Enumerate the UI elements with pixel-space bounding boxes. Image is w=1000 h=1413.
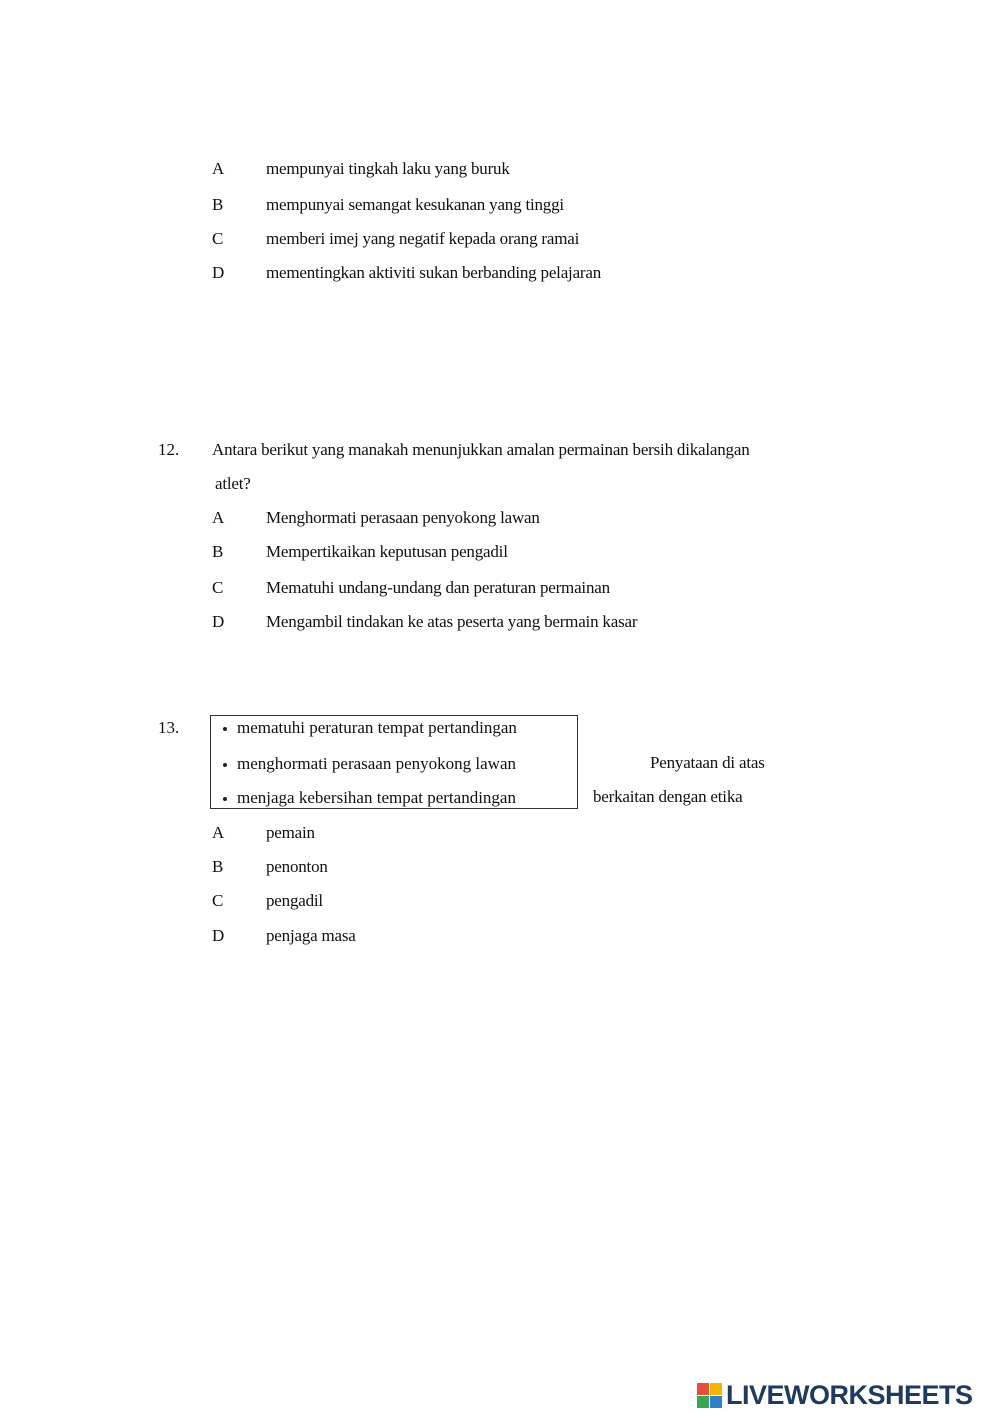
q13-option-b-letter: B <box>212 857 224 876</box>
q13-option-c-text: pengadil <box>266 891 323 910</box>
q11-option-a-letter: A <box>212 159 225 178</box>
q13-box-item <box>223 754 516 774</box>
q12-number: 12. <box>158 440 180 459</box>
q13-box-item <box>223 788 516 808</box>
q13-option-a-letter: A <box>212 823 225 842</box>
q11-option-c-text: memberi imej yang negatif kepada orang ramai <box>266 229 580 248</box>
q12-option-a-text: Menghormati perasaan penyokong lawan <box>266 508 540 527</box>
bullet-icon <box>223 797 227 801</box>
q13-box-item-text: menghormati perasaan penyokong lawan <box>237 754 516 773</box>
bullet-icon <box>223 763 227 767</box>
q13-stem-line1: Penyataan di atas <box>650 753 765 772</box>
liveworksheets-brand-text: LIVEWORKSHEETS <box>726 1379 973 1410</box>
q12-option-d-text: Mengambil tindakan ke atas peserta yang bermain kasar <box>266 612 638 631</box>
logo-tile <box>697 1383 709 1395</box>
q12-option-a-letter: A <box>212 508 225 527</box>
q13-option-b-text: penonton <box>266 857 328 876</box>
q12-option-d-letter: D <box>212 612 225 631</box>
q13-statement-box <box>210 715 578 809</box>
q13-box-item-text: mematuhi peraturan tempat pertandingan <box>237 718 517 737</box>
logo-tile <box>697 1396 709 1408</box>
q12-option-b-text: Mempertikaikan keputusan pengadil <box>266 542 508 561</box>
q12-question-line1: Antara berikut yang manakah menunjukkan amalan permainan bersih dikalangan <box>212 440 750 459</box>
q13-option-c-letter: C <box>212 891 224 910</box>
q11-option-b-letter: B <box>212 195 224 214</box>
q12-option-b-letter: B <box>212 542 224 561</box>
liveworksheets-logo-icon <box>697 1383 722 1408</box>
logo-tile <box>710 1383 722 1395</box>
q13-option-d-text: penjaga masa <box>266 926 356 945</box>
q13-option-a-text: pemain <box>266 823 315 842</box>
q13-number: 13. <box>158 718 180 737</box>
q11-option-c-letter: C <box>212 229 224 248</box>
q12-question-line2: atlet? <box>215 474 251 493</box>
q11-option-d-text: mementingkan aktiviti sukan berbanding pelajaran <box>266 263 602 282</box>
q13-box-item <box>223 718 517 738</box>
q13-stem-line2: berkaitan dengan etika <box>593 787 743 806</box>
logo-tile <box>710 1396 722 1408</box>
q11-option-d-letter: D <box>212 263 225 282</box>
bullet-icon <box>223 727 227 731</box>
q12-option-c-text: Mematuhi undang-undang dan peraturan permainan <box>266 578 610 597</box>
liveworksheets-logo <box>697 1378 973 1412</box>
q13-box-item-text: menjaga kebersihan tempat pertandingan <box>237 788 516 807</box>
q12-option-c-letter: C <box>212 578 224 597</box>
q11-option-b-text: mempunyai semangat kesukanan yang tinggi <box>266 195 564 214</box>
q13-option-d-letter: D <box>212 926 225 945</box>
q11-option-a-text: mempunyai tingkah laku yang buruk <box>266 159 510 178</box>
